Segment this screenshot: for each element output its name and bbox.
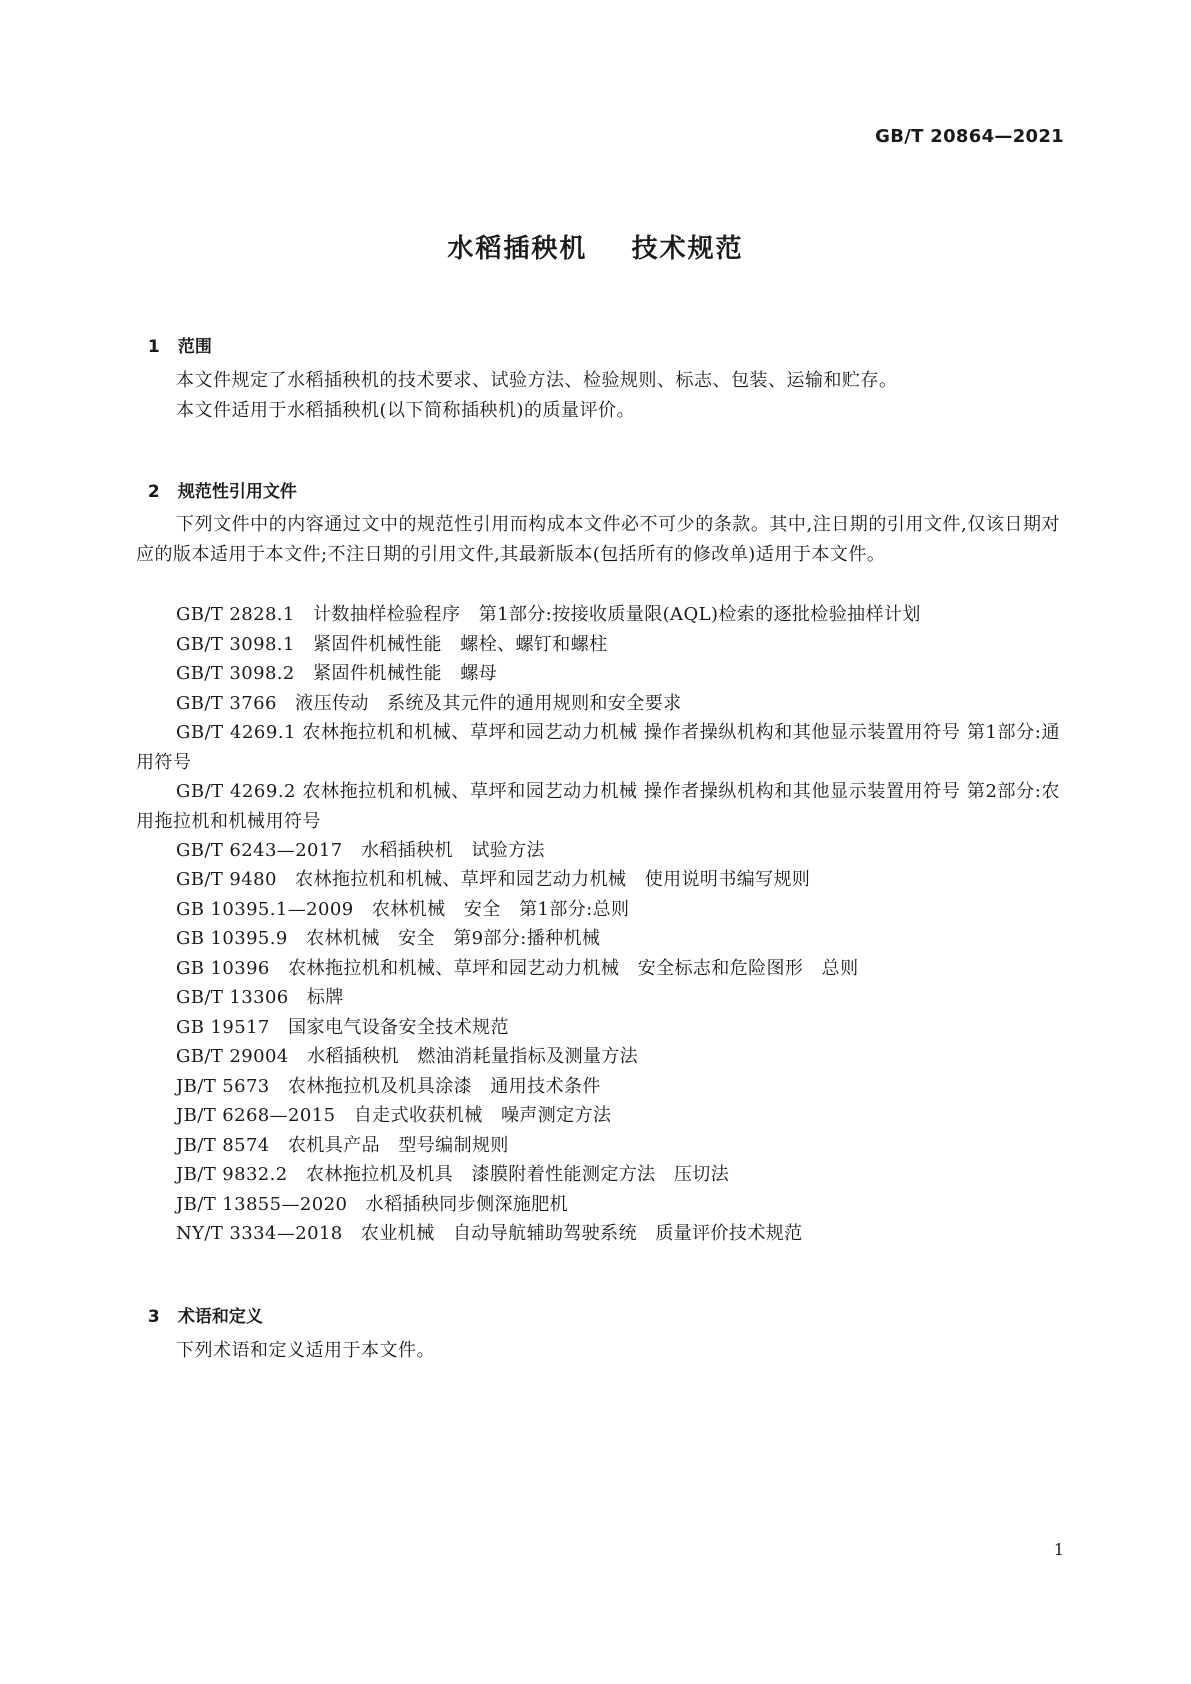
reference-item: GB/T 9480 农林拖拉机和机械、草坪和园艺动力机械 使用说明书编写规则 <box>176 869 811 890</box>
section-1-heading <box>136 312 212 357</box>
reference-item: GB/T 13306 标牌 <box>176 987 344 1008</box>
scope-paragraph: 本文件适用于水稻插秧机(以下简称插秧机)的质量评价。 <box>176 400 636 421</box>
reference-item: JB/T 5673 农林拖拉机及机具涂漆 通用技术条件 <box>176 1076 601 1097</box>
section-3-heading <box>136 1282 263 1327</box>
reference-item: JB/T 13855—2020 水稻插秧同步侧深施肥机 <box>176 1194 569 1215</box>
reference-item: GB/T 29004 水稻插秧机 燃油消耗量指标及测量方法 <box>176 1046 639 1067</box>
reference-item: GB/T 3098.2 紧固件机械性能 螺母 <box>176 663 498 684</box>
reference-item: GB/T 3098.1 紧固件机械性能 螺栓、螺钉和螺柱 <box>176 634 608 655</box>
reference-item: GB 10395.1—2009 农林机械 安全 第1部分:总则 <box>176 899 630 920</box>
reference-item: JB/T 9832.2 农林拖拉机及机具 漆膜附着性能测定方法 压切法 <box>176 1164 730 1185</box>
reference-item: GB/T 4269.2 农林拖拉机和机械、草坪和园艺动力机械 操作者操纵机构和其他显示装置用符号 第2部分:农用拖拉机和机械用符号 <box>136 781 1060 832</box>
scope-paragraph: 本文件规定了水稻插秧机的技术要求、试验方法、检验规则、标志、包装、运输和贮存。 <box>176 370 898 391</box>
reference-item: JB/T 8574 农机具产品 型号编制规则 <box>176 1135 509 1156</box>
section-title: 范围 <box>177 337 212 357</box>
section-title: 规范性引用文件 <box>177 482 297 502</box>
section-title: 术语和定义 <box>177 1307 263 1327</box>
reference-item: GB/T 4269.1 农林拖拉机和机械、草坪和园艺动力机械 操作者操纵机构和其他显示装置用符号 第1部分:通用符号 <box>136 722 1060 773</box>
page-number: 1 <box>1053 1540 1064 1559</box>
references-intro: 下列文件中的内容通过文中的规范性引用而构成本文件必不可少的条款。其中,注日期的引用文件,仅该日期对应的版本适用于本文件;不注日期的引用文件,其最新版本(包括所有的修改单)适用于本文件。 <box>136 514 1060 565</box>
terms-intro: 下列术语和定义适用于本文件。 <box>176 1340 435 1361</box>
section-number: 2 <box>147 482 160 502</box>
reference-item: GB/T 3766 液压传动 系统及其元件的通用规则和安全要求 <box>176 693 682 714</box>
reference-item: GB 19517 国家电气设备安全技术规范 <box>176 1017 509 1038</box>
document-title: 水稻插秧机 技术规范 <box>447 234 744 264</box>
reference-item: GB/T 2828.1 计数抽样检验程序 第1部分:按接收质量限(AQL)检索的逐批检验抽样计划 <box>176 604 921 625</box>
reference-item: GB/T 6243—2017 水稻插秧机 试验方法 <box>176 840 545 861</box>
reference-item: NY/T 3334—2018 农业机械 自动导航辅助驾驶系统 质量评价技术规范 <box>176 1223 803 1244</box>
section-2-heading <box>136 457 297 502</box>
section-number: 1 <box>147 337 160 357</box>
standard-number: GB/T 20864—2021 <box>875 126 1064 147</box>
section-number: 3 <box>147 1307 160 1327</box>
reference-item: GB 10396 农林拖拉机和机械、草坪和园艺动力机械 安全标志和危险图形 总则 <box>176 958 859 979</box>
reference-item: GB 10395.9 农林机械 安全 第9部分:播种机械 <box>176 928 601 949</box>
reference-item: JB/T 6268—2015 自走式收获机械 噪声测定方法 <box>176 1105 612 1126</box>
